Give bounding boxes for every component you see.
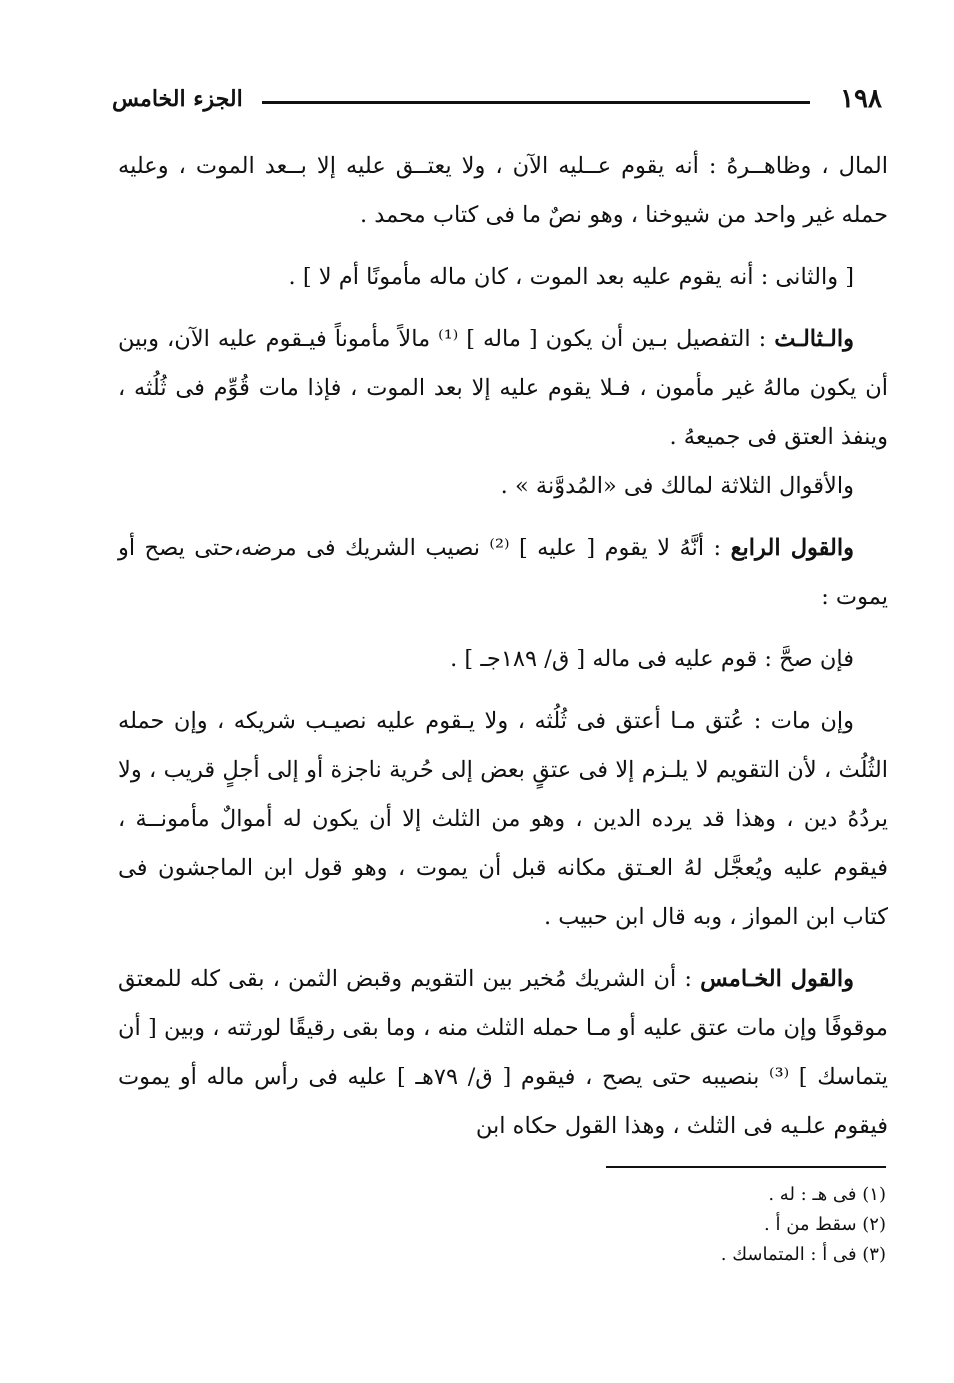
paragraph-text: : أن الشريك مُخير بين التقويم وقبض الثمن ، بقى كله للمعتق موقوفًا وإن مات عتق عليه أو مـا حمله الثلث منه ، وما بقى رقيقًا لورثته ، وبين [ أن يتماسك ] ⁽³⁾ بنصيبه حتى يصح ، فيقوم [ ق/ ٧٩هـ ] عليه فى رأس ماله أو يموت فيقوم علـيه فى الثلث ، وهذا القول حكاه ابن: [118, 966, 888, 1139]
paragraph-text: [ والثانى : أنه يقوم عليه بعد الموت ، كان ماله مأمونًا أم لا ] .: [288, 264, 854, 290]
page-header: [112, 84, 882, 124]
paragraph-text: فإن صحَّ : قوم عليه فى ماله [ ق/ ١٨٩جـ ] .: [450, 646, 854, 672]
paragraph: [118, 635, 888, 684]
footnote: (١) فى هـ : له .: [768, 1184, 886, 1205]
paragraph-lead: والـثالـث: [774, 326, 855, 352]
paragraph: [118, 462, 888, 511]
header-rule: [262, 101, 810, 104]
footnote: (٢) سقط من أ .: [764, 1214, 886, 1235]
paragraph-text: وإن مات : عُتق مـا أعتق فى ثُلُثه ، ولا يـقوم عليه نصيـب شريكه ، وإن حمله الثُلُث ، لأن التقويم لا يلـزم إلا فى عتقٍ بعض إلى حُرية ناجزة أو إلى أجلٍ قريب ، ولا يردُهُ دين ، وهذا قد يرده الدين ، وهو من الثلث إلا أن يكون له أموالٌ مأمونــة ، فيقوم عليه ويُعجَّل لهُ العـتق مكانه قبل أن يموت ، وهو قول ابن الماجشون فى كتاب ابن المواز ، وبه قال ابن حبيب .: [118, 708, 888, 930]
paragraph: [118, 524, 888, 622]
paragraph-text: المال ، وظاهــرهُ : أنه يقوم عــليه الآن ، ولا يعتــق عليه إلا بــعد الموت ، وعليه حمله غير واحد من شيوخنا ، وهو نصٌ ما فى كتاب محمد .: [118, 153, 888, 228]
paragraph-lead: والقول الرابع: [730, 535, 855, 561]
paragraph: [118, 315, 888, 462]
page-number: ١٩٨: [840, 84, 882, 114]
footnotes: [500, 1180, 886, 1270]
main-text: [118, 142, 888, 1151]
paragraph: [118, 142, 888, 240]
running-title: الجزء الخامس: [112, 86, 243, 112]
paragraph-text: والأقوال الثلاثة لمالك فى «المُدوَّنة » .: [500, 473, 854, 499]
paragraph: [118, 697, 888, 942]
paragraph: [118, 955, 888, 1151]
paragraph-text: : أنَّهُ لا يقوم [ عليه ] ⁽²⁾ نصيب الشريك فى مرضه،حتى يصح أو يموت :: [118, 535, 888, 610]
footnote-rule: [606, 1166, 886, 1168]
paragraph-text: : التفصيل بـين أن يكون [ ماله ] ⁽¹⁾ مالاً مأموناً فيـقوم عليه الآن، وبين أن يكون مالهُ غير مأمون ، فـلا يقوم عليه إلا بعد الموت ، فإذا مات قُوِّم فى ثُلُثه ، وينفذ العتق فى جميعهُ .: [118, 326, 888, 450]
paragraph: [118, 253, 888, 302]
paragraph-lead: والقول الخـامس: [700, 966, 854, 992]
footnote: (٣) فى أ : المتماسك .: [720, 1244, 886, 1265]
